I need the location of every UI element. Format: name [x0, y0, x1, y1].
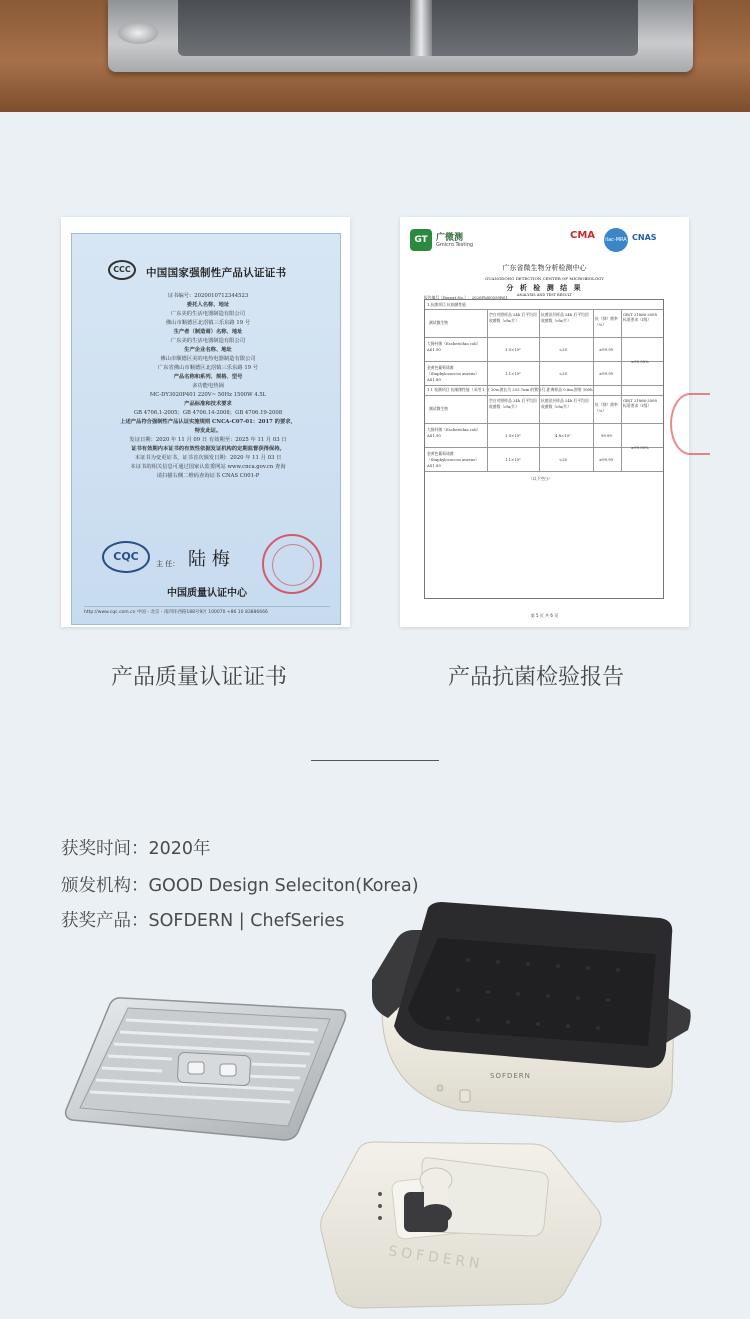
test-report-card — [400, 217, 689, 627]
water-stream — [410, 0, 432, 56]
report-page-number: 第 5 页 共 6 页 — [530, 613, 559, 618]
sink-basin — [178, 0, 638, 56]
ccc-line: 广东省佛山市顺德区北滘镇三乐东路 19 号 — [157, 365, 259, 371]
pot-lid-image — [318, 1140, 603, 1310]
cqc-logo-icon: CQC — [102, 541, 150, 573]
award-issuer: 颁发机构：GOOD Design Seleciton(Korea) — [61, 876, 419, 896]
drain-icon — [118, 22, 158, 44]
lab-brand-name: 广微测 — [436, 233, 464, 243]
table-cell: <20 — [559, 371, 568, 376]
report-subtitle-cn: 分 析 检 测 结 果 — [506, 283, 583, 292]
ccc-line: 广东美的生活电器制造有限公司 — [170, 338, 246, 344]
table-column-line — [539, 309, 540, 471]
blank-note: （以下空白） — [529, 476, 552, 481]
table-header: GB/T 21866-2008 标准要求（Ⅰ级） — [623, 398, 657, 408]
table-header: 抗（抑）菌率（%） — [595, 402, 618, 413]
signature: 陆 梅 — [188, 549, 230, 570]
table-header: 测试微生物 — [429, 406, 448, 411]
report-title-cn: 广东省微生物分析检测中心 — [502, 264, 587, 272]
table-cell: 1.1×10⁵ — [505, 457, 521, 462]
ccc-line: 产品标准和技术要求 — [184, 401, 232, 407]
ccc-bottom-line: http://www.cqc.com.cn 中国・北京・南四环西路188号9区 100070 +86 10 83886666 — [84, 606, 330, 615]
ccc-line: 本证书为变更证书，证书首次颁发日期：2020 年 11 月 03 日 — [134, 455, 282, 461]
ccc-line: 上述产品符合强制性产品认证实施规则 CNCA-C07-01：2017 的要求， — [120, 419, 296, 425]
report-number: 报告编号（Report No.）：2020FM00599R01 — [424, 295, 508, 300]
table-column-line — [593, 309, 594, 471]
ccc-certificate-card — [61, 217, 350, 627]
table-cell: 99.99 — [601, 433, 612, 438]
report-title-en: GUANGDONG DETECTION CENTER OF MICROBIOLOGY — [485, 276, 604, 281]
table-cell: 金黄色葡萄球菌（Staphylococcus aureus）AS1.89 — [427, 451, 479, 468]
ccc-line: 委托人名称、地址 — [186, 302, 230, 308]
ccc-line: 产品名称和系列、规格、型号 — [173, 374, 243, 380]
caption-quality-certificate: 产品质量认证证书 — [111, 665, 288, 690]
table-header: 抗（抑）菌率（%） — [595, 316, 618, 327]
ccc-line: 请扫描右侧二维码查询证书 CNAS C001-P — [156, 473, 260, 479]
table-cell: ≥99.00% — [631, 359, 649, 364]
ccc-line: MC-DY3020P401 220V~ 50Hz 1500W 4.5L — [149, 392, 267, 398]
table-cell: 1.1×10⁵ — [505, 371, 521, 376]
signature-label: 主 任： — [156, 560, 180, 568]
electric-hot-pot-image — [368, 900, 693, 1125]
table-cell: ≥99.00% — [631, 445, 649, 450]
red-seal-icon — [670, 393, 710, 455]
ccc-line: 多功能电热锅 — [192, 383, 224, 389]
table-cell: 4.8×10² — [555, 433, 571, 438]
table-column-line — [621, 309, 622, 471]
ccc-title: 中国国家强制性产品认证证书 — [146, 267, 287, 279]
ccc-line: GB 4706.1-2005；GB 4706.14-2008；GB 4706.19-2008 — [133, 410, 283, 416]
table-cell: ≥99.99 — [599, 347, 614, 352]
cma-mark-icon: CMA — [570, 230, 596, 241]
table-header: 抗菌涂层样品 24h 后平均回收菌数（cfu/片） — [541, 312, 589, 323]
table-cell: ≥99.99 — [599, 457, 614, 462]
report-table — [424, 299, 664, 599]
table-header: 抗菌涂层样品 24h 后平均回收菌数（cfu/片） — [541, 398, 589, 409]
ccc-line: 证书有效期内本证书的有效性依据发证机构的定期监督获得保持。 — [131, 446, 285, 452]
ccc-issuer: 中国质量认证中心 — [167, 588, 247, 599]
table-cell: 1.0×10⁵ — [505, 347, 521, 352]
steam-tray-image — [62, 992, 352, 1142]
table-column-line — [487, 309, 488, 471]
ilac-mark-icon: ilac-MRA — [604, 228, 628, 252]
lab-brand-sub: Gmicro Testing — [436, 242, 474, 248]
table-cell: <20 — [559, 347, 568, 352]
ccc-body — [88, 292, 328, 481]
ccc-line: 特发此证。 — [194, 428, 222, 434]
ccc-line: 广东美的生活电器制造有限公司 — [170, 311, 246, 317]
table-cell: 1.0×10⁵ — [505, 433, 521, 438]
table-header: 空白对照样品 24h 后平均回收菌数（cfu/片） — [489, 312, 537, 323]
divider — [311, 760, 439, 761]
ccc-line: 生产企业名称、地址 — [184, 347, 232, 353]
table-cell: 大肠杆菌（Escherichia coli）AS1.90 — [427, 427, 481, 438]
ccc-line: 证书编号：2020010712344523 — [167, 293, 249, 299]
report-section-2: 1.1 检测项目 抗细菌性能（采用 1 支 30w,波长为 253.7nm 的紫外灯,距离样品 0.8m,照射 100h） — [427, 387, 597, 392]
ccc-line: 发证日期：2020 年 11 月 09 日 有效期至：2025 年 11 月 03 日 — [129, 437, 287, 443]
ccc-line: 生产者（制造商）名称、地址 — [173, 329, 243, 335]
award-product: 获奖产品：SOFDERN | ChefSeries — [61, 911, 345, 931]
table-header: 测试微生物 — [429, 320, 448, 325]
report-section-1: 1.抗菌项目 抗细菌性能 — [427, 302, 467, 307]
pot-brand-text: SOFDERN — [490, 1072, 531, 1080]
ccc-line: 本证书的相关信息可通过国家认监委网站 www.cnca.gov.cn 查询 — [130, 464, 286, 470]
ccc-line: 佛山市顺德区北滘镇三乐东路 19 号 — [165, 320, 251, 326]
table-header: 空白对照样品 24h 后平均回收菌数（cfu/片） — [489, 398, 537, 409]
table-cell: 大肠杆菌（Escherichia coli）AS1.90 — [427, 341, 481, 352]
ccc-logo-icon: CCC — [108, 260, 136, 280]
table-cell: 金黄色葡萄球菌（Staphylococcus aureus）AS1.89 — [427, 365, 479, 382]
gt-logo-icon: GT — [410, 229, 432, 251]
caption-antibacterial-report: 产品抗菌检验报告 — [448, 665, 625, 690]
lid-brand-text: SOFDERN — [387, 1243, 485, 1273]
table-row — [425, 471, 663, 472]
report-subtitle-en: ANALYSIS AND TEST RESULT — [517, 293, 572, 297]
table-cell: ≥99.99 — [599, 371, 614, 376]
table-cell: <20 — [559, 457, 568, 462]
cnas-mark-icon: CNAS — [632, 233, 657, 242]
award-time: 获奖时间：2020年 — [61, 839, 211, 859]
top-photo-sink — [0, 0, 750, 112]
table-header: GB/T 21866-2008 标准要求（Ⅰ级） — [623, 312, 657, 322]
sink — [108, 0, 693, 72]
ccc-certificate — [71, 233, 341, 625]
ccc-line: 佛山市顺德区美的电热电器制造有限公司 — [160, 356, 256, 362]
